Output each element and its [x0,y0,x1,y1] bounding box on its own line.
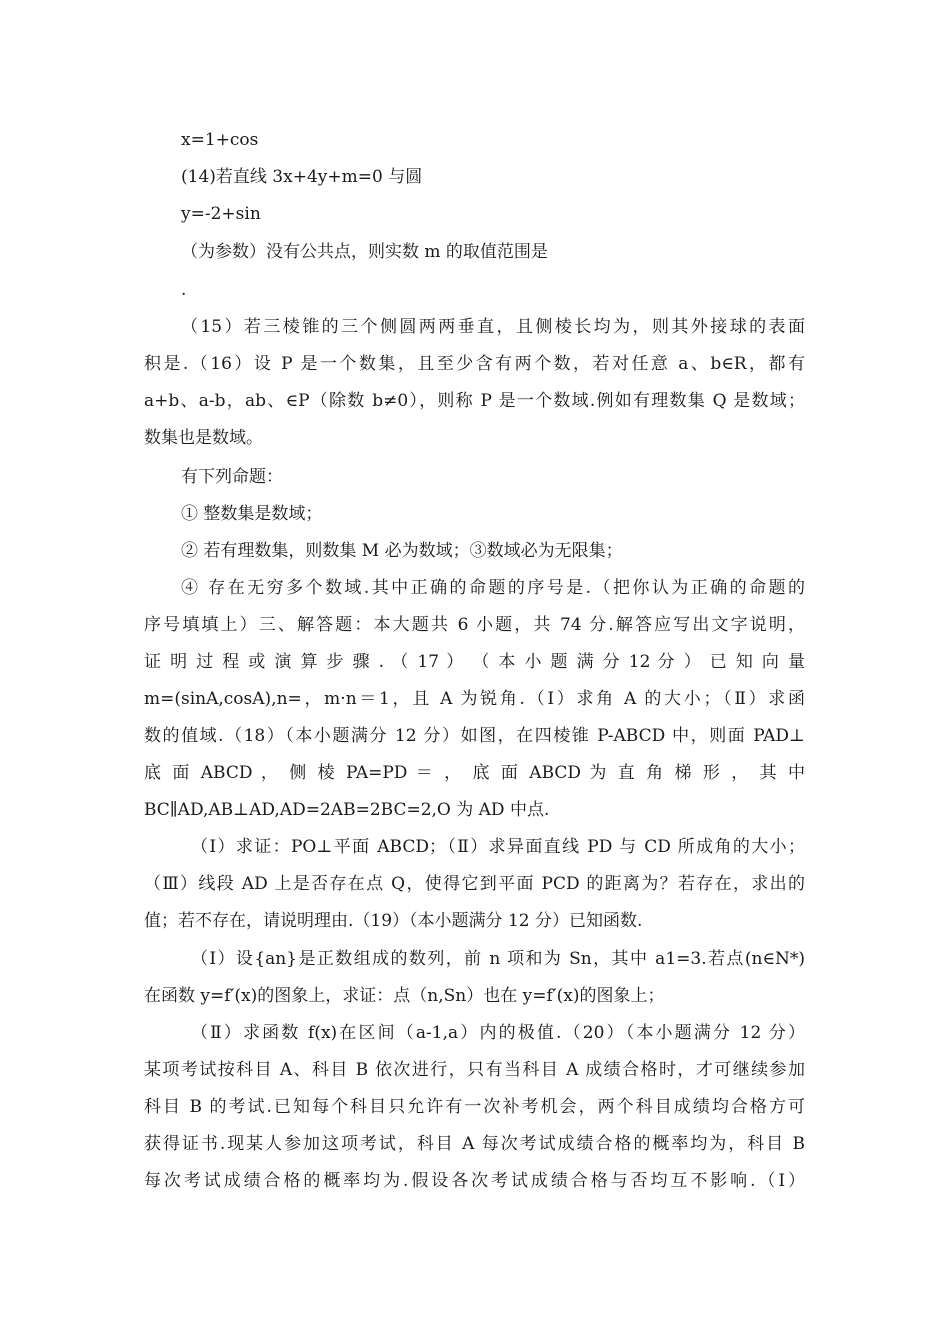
text-line: x=1+cos [181,130,259,150]
text-line: 每次考试成绩合格的概率均为.假设各次考试成绩合格与否均互不影响.（Ⅰ） [144,1171,805,1191]
text-line: ② 若有理数集，则数集 M 必为数域；③数域必为无限集； [181,541,623,561]
text-line: a+b、a-b，ab、∈P（除数 b≠0），则称 P 是一个数域.例如有理数集 Q 是数域； [144,391,805,411]
text-line: （Ⅰ）设{an}是正数组成的数列，前 n 项和为 Sn，其中 a1=3.若点(n∈N*) [191,949,805,969]
text-line: 科目 B 的考试.已知每个科目只允许有一次补考机会，两个科目成绩均合格方可 [144,1097,805,1117]
text-line: （Ⅰ）求证：PO⊥平面 ABCD；（Ⅱ）求异面直线 PD 与 CD 所成角的大小； [191,837,805,857]
text-line: 数的值域.（18）（本小题满分 12 分）如图，在四棱锥 P-ABCD 中，则面 PAD⊥ [144,726,805,746]
text-line: 值；若不存在，请说明理由.（19）（本小题满分 12 分）已知函数. [144,911,643,931]
text-line: y=-2+sin [181,204,261,224]
text-line: 数集也是数域。 [144,428,263,448]
text-line: ① 整数集是数域； [181,504,323,524]
text-line: . [181,280,187,300]
text-line: BC∥AD,AB⊥AD,AD=2AB=2BC=2,O 为 AD 中点. [144,800,550,820]
text-line: 证 明 过 程 或 演 算 步 骤 . （ 17 ） （ 本 小 题 满 分 12 分 ） 已 知 向 量 [144,652,805,672]
text-line: 序号填填上）三、解答题：本大题共 6 小题，共 74 分.解答应写出文字说明， [144,615,805,635]
text-line: (14)若直线 3x+4y+m=0 与圆 [181,167,423,187]
text-line: （Ⅱ）求函数 f(x)在区间（a-1,a）内的极值.（20）（本小题满分 12 分） [191,1023,805,1043]
text-line: ④ 存在无穷多个数域.其中正确的命题的序号是.（把你认为正确的命题的 [181,578,805,598]
text-line: m=(sinA,cosA),n=，m·n＝1，且 A 为锐角.（Ⅰ）求角 A 的大小；（Ⅱ）求函 [144,689,805,709]
text-line: （15）若三棱锥的三个侧圆两两垂直，且侧棱长均为，则其外接球的表面 [181,317,805,337]
text-line: （为参数）没有公共点，则实数 m 的取值范围是 [181,242,548,262]
text-line: 某项考试按科目 A、科目 B 依次进行，只有当科目 A 成绩合格时，才可继续参加 [144,1060,805,1080]
text-line: 在函数 y=f′(x)的图象上，求证：点（n,Sn）也在 y=f′(x)的图象上； [144,986,665,1006]
text-line: 有下列命题： [181,467,283,487]
text-line: 获得证书.现某人参加这项考试，科目 A 每次考试成绩合格的概率均为，科目 B [144,1134,805,1154]
text-line: 底 面 ABCD ， 侧 棱 PA=PD ＝ ， 底 面 ABCD 为 直 角 梯 形 ， 其 中 [144,763,805,783]
text-line: （Ⅲ）线段 AD 上是否存在点 Q，使得它到平面 PCD 的距离为？若存在，求出的 [144,874,805,894]
text-line: 积是.（16）设 P 是一个数集，且至少含有两个数，若对任意 a、b∈R，都有 [144,354,805,374]
